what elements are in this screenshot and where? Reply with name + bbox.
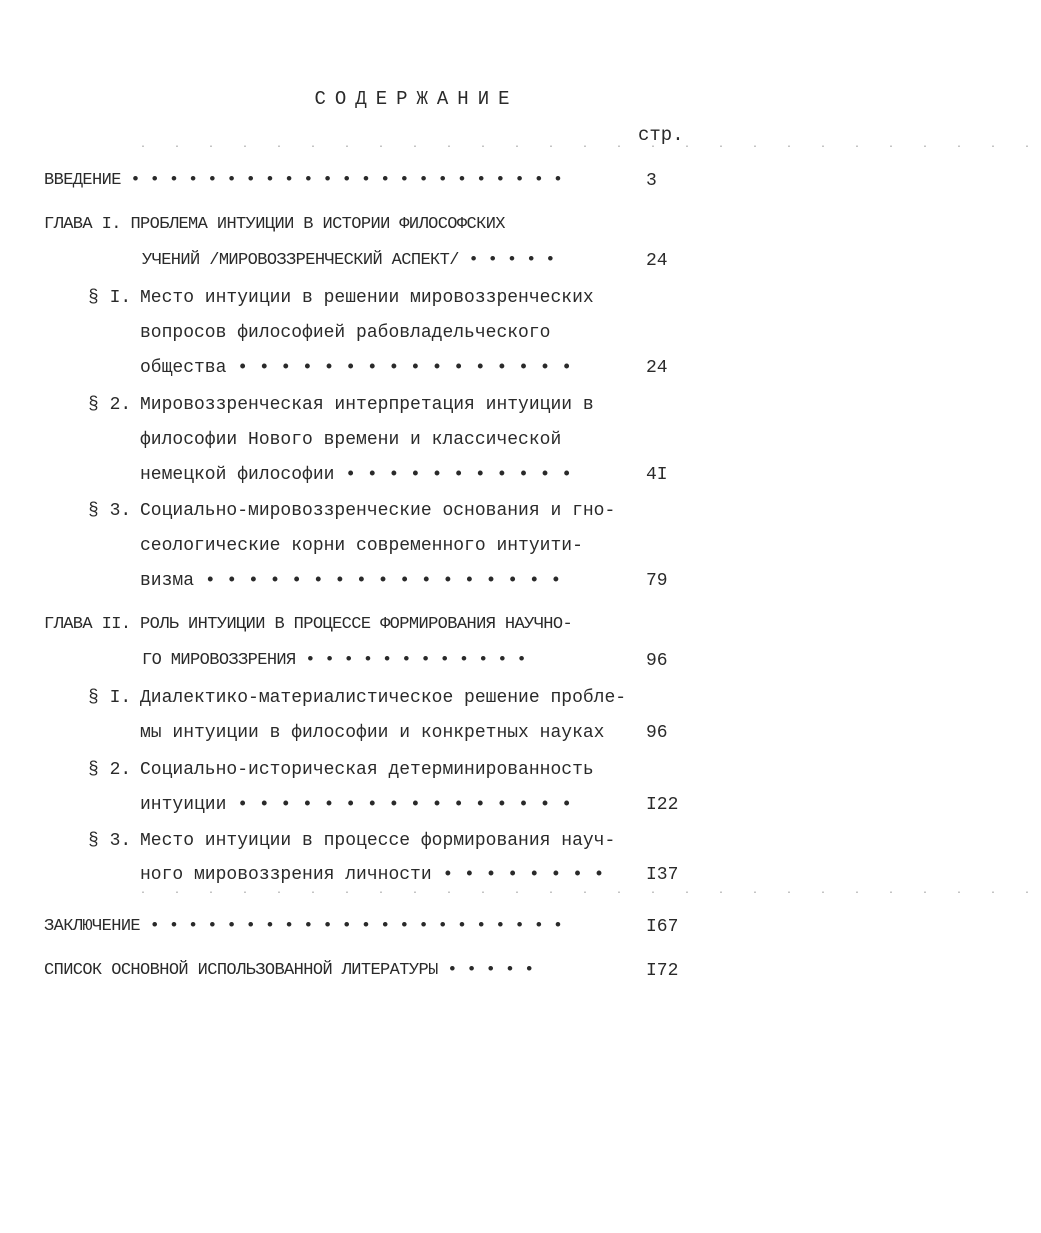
ch2-s2-label: § 2. <box>88 760 132 780</box>
chapter1-title-line1: ПРОБЛЕМА ИНТУИЦИИ В ИСТОРИИ ФИЛОСОФСКИХ <box>130 215 505 234</box>
dot-leader: • • • • • • • • • • • • • • • • • <box>194 571 562 591</box>
ch1-s3-line2[interactable]: сеологические корни современного интуити- <box>140 536 583 556</box>
ch2-s3-title-end: ного мировоззрения личности <box>140 865 432 885</box>
ch2-s2-title-end: интуиции <box>140 795 227 815</box>
dot-leader: • • • • • • • • • • • • • • • • <box>226 795 573 815</box>
ch1-s1-label: § I. <box>88 288 132 308</box>
dot-leader: • • • • • • • • <box>431 865 605 885</box>
ch2-s1-line1[interactable]: Диалектико-материалистическое решение пробле- <box>140 688 627 708</box>
ch1-s2-title-end: немецкой философии <box>140 465 335 485</box>
page-column-label: стр. <box>638 124 684 146</box>
ch1-s3-title-end: визма <box>140 571 195 591</box>
dot-leader: • • • • • • • • • • • <box>334 465 573 485</box>
ch1-s1-title-end: общества <box>140 358 227 378</box>
ch1-s2-line2[interactable]: философии Нового времени и классической <box>140 430 562 450</box>
toc-chapter1-line2[interactable] <box>142 248 612 274</box>
decorative-speck-row: · · · · · · · · · · · · · · · · · · · · · · · · · · · <box>140 888 1041 899</box>
dot-leader: • • • • • • • • • • • • • • • • • • • • • • <box>140 917 563 936</box>
chapter2-page: 96 <box>646 651 668 671</box>
ch2-s2-page: I22 <box>646 795 679 815</box>
ch1-s1-line1[interactable]: Место интуиции в решении мировоззренческих <box>140 288 594 308</box>
toc-entry-bibliography[interactable] <box>44 958 614 984</box>
dot-leader: • • • • • <box>437 961 534 980</box>
ch1-s1-line2[interactable]: вопросов философией рабовладельческого <box>140 323 551 343</box>
decorative-speck-row: · · · · · · · · · · · · · · · · · · · · · · · · · · · <box>140 142 1041 153</box>
ch2-s1-line2[interactable]: мы интуиции в философии и конкретных науках <box>140 723 605 743</box>
chapter1-label: ГЛАВА I. <box>44 215 121 234</box>
ch2-s2-line2[interactable] <box>140 792 610 818</box>
ch1-s1-page: 24 <box>646 358 668 378</box>
dot-leader: • • • • • • • • • • • • • • • • • • • • • • • <box>120 171 563 190</box>
toc-entry-conclusion[interactable] <box>44 914 614 940</box>
ch1-s3-line1[interactable]: Социально-мировоззренческие основания и гно- <box>140 501 616 521</box>
ch2-s3-page: I37 <box>646 865 679 885</box>
dot-leader: • • • • • • • • • • • • • • • • <box>226 358 573 378</box>
conclusion-title: ЗАКЛЮЧЕНИЕ <box>44 917 141 936</box>
ch1-s1-line3[interactable] <box>140 355 610 381</box>
ch1-s3-page: 79 <box>646 571 668 591</box>
ch1-s3-label: § 3. <box>88 501 132 521</box>
chapter2-title-line1: РОЛЬ ИНТУИЦИИ В ПРОЦЕССЕ ФОРМИРОВАНИЯ НАУЧНО- <box>140 615 573 634</box>
ch1-s3-line3[interactable] <box>140 568 610 594</box>
bibliography-page: I72 <box>646 961 679 981</box>
dot-leader: • • • • • • • • • • • • <box>295 651 527 670</box>
ch2-s1-page: 96 <box>646 723 668 743</box>
ch2-s3-label: § 3. <box>88 831 132 851</box>
dot-leader: • • • • • <box>458 251 555 270</box>
toc-entry-intro-page: 3 <box>646 171 657 191</box>
ch1-s2-line3[interactable] <box>140 462 610 488</box>
ch2-s3-line1[interactable]: Место интуиции в процессе формирования науч- <box>140 831 616 851</box>
toc-chapter1-line1[interactable] <box>44 212 624 238</box>
contents-heading: СОДЕРЖАНИЕ <box>314 88 519 110</box>
ch1-s2-label: § 2. <box>88 395 132 415</box>
chapter1-title-line2: УЧЕНИЙ /МИРОВОЗЗРЕНЧЕСКИЙ АСПЕКТ/ <box>142 251 459 270</box>
ch1-s2-line1[interactable]: Мировоззренческая интерпретация интуиции в <box>140 395 594 415</box>
toc-entry-intro-title: ВВЕДЕНИЕ <box>44 171 121 190</box>
chapter2-label: ГЛАВА II. <box>44 615 131 634</box>
chapter1-page: 24 <box>646 251 668 271</box>
ch2-s1-label: § I. <box>88 688 132 708</box>
toc-entry-intro[interactable] <box>44 168 614 194</box>
bibliography-title: СПИСОК ОСНОВНОЙ ИСПОЛЬЗОВАННОЙ ЛИТЕРАТУРЫ <box>44 961 438 980</box>
ch2-s2-line1[interactable]: Социально-историческая детерминированность <box>140 760 594 780</box>
ch1-s2-page: 4I <box>646 465 668 485</box>
conclusion-page: I67 <box>646 917 679 937</box>
toc-chapter2-line2[interactable] <box>142 648 612 674</box>
toc-chapter2-line1[interactable] <box>44 612 634 638</box>
ch2-s3-line2[interactable] <box>140 862 610 888</box>
chapter2-title-line2: ГО МИРОВОЗЗРЕНИЯ <box>142 651 296 670</box>
